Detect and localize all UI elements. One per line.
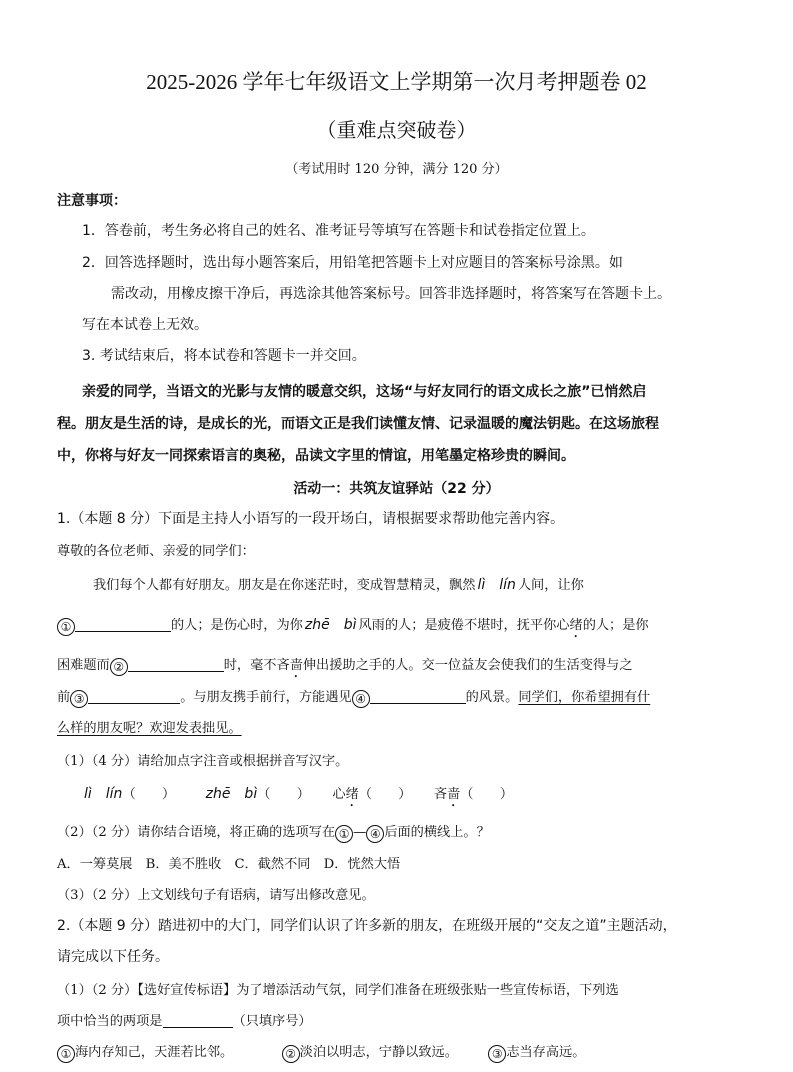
word-linse: 吝 [433,787,448,802]
answer-blank-2[interactable] [128,657,224,672]
choice-marker-3: ③ [488,1045,506,1063]
notes-item-1: 1．答卷前，考生务必将自己的姓名、准考证号等填写在答题卡和试卷指定位置上。 [82,223,595,239]
activity-1-heading: 活动一：共筑友谊驿站（22 分） [293,481,500,497]
blank-marker-4: ④ [352,690,370,708]
dotted-char: 啬 [289,658,303,673]
q2-stem-a: 2.（本题 9 分）踏进初中的大门，同学们认识了许多新的朋友，在班级开展的“交友之道”主题活动， [57,918,677,934]
q1-sub3: （3）（2 分）上文划线句子有语病，请写出修改意见。 [57,888,375,903]
choice-3: 志当存高远。 [506,1045,586,1060]
pinyin-lilin: lì lín [477,577,516,593]
passage-text: 我们每个人都有好朋友。朋友是在你迷茫时，变成智慧精灵，飘然 [93,578,476,593]
q1-sub2 [57,821,490,843]
dotted-char: 啬 [447,787,461,802]
passage-text: 风雨的人；是疲倦不堪时，抚平你心 [358,618,570,633]
blank-marker-3: ③ [70,690,88,708]
q1-options: A．一筹莫展 B．美不胜收 C．截然不同 D．恍然大悟 [57,857,401,872]
q2-stem-b: 请完成以下任务。 [57,949,169,965]
dotted-char: 绪 [345,787,359,802]
sub2-text: （2）（2 分）请你结合语境，将正确的选项写在 [57,825,336,840]
notes-item-2a: 2．回答选择题时，选出每小题答案后，用铅笔把答题卡上对应题目的答案标号涂黑。如 [82,255,623,271]
q1-greeting: 尊敬的各位老师、亲爱的同学们： [57,544,255,559]
choice-1: 海内存知己，天涯若比邻。 [75,1045,234,1060]
passage-text: 的风景。 [465,690,519,705]
blank-marker-1: ① [57,618,75,636]
word-xinxu: 心 [332,787,346,802]
intro-line-3: 中，你将与好友一同探索语言的奥秘，品读文字里的情谊，用笔墨定格珍贵的瞬间。 [57,448,575,464]
page-subtitle: （重难点突破卷） [316,118,477,142]
passage-text: 人间，让你 [517,578,584,593]
passage-text: 困难题而 [57,658,110,673]
passage-text: 的人；是你 [582,618,649,633]
blank-marker-2: ② [110,658,128,676]
answer-paren-a[interactable]: （ ） [122,787,176,802]
answer-blank-1[interactable] [75,617,171,632]
q1-passage-line-3 [57,654,633,681]
answer-paren-d[interactable]: （ ） [460,787,514,802]
q2-sub1-b [57,1010,312,1029]
sub1-text: （只填序号） [232,1014,312,1029]
answer-paren-c[interactable]: （ ） [358,787,412,802]
underlined-sentence: 么样的朋友呢？欢迎发表拙见。 [57,721,242,736]
answer-blank-4[interactable] [370,689,466,704]
notes-item-2c: 写在本试卷上无效。 [82,317,208,333]
choice-marker-2: ② [282,1045,300,1063]
dash: — [353,825,367,840]
passage-text: 时，毫不吝 [223,658,290,673]
q1-passage-line-5 [57,717,242,736]
intro-line-1: 亲爱的同学，当语文的光影与友情的暖意交织，这场“与好友同行的语文成长之旅”已悄然启 [82,384,647,400]
notes-item-2b: 需改动，用橡皮擦干净后，再选涂其他答案标号。回答非选择题时，将答案写在答题卡上。 [111,286,671,302]
choice-2: 淡泊以明志，宁静以致远。 [299,1045,458,1060]
sub2-text: 后面的横线上。？ [384,825,490,840]
q1-passage-line-1 [93,574,584,594]
notes-item-3: 3. 考试结束后，将本试卷和答题卡一并交回。 [82,348,366,364]
q1-stem: 1.（本题 8 分）下面是主持人小语写的一段开场白，请根据要求帮助他完善内容。 [57,511,565,527]
q2-choices [57,1041,585,1063]
answer-blank-q2[interactable] [163,1013,233,1028]
q1-sub1-items [84,783,513,810]
passage-text: 前 [57,690,71,705]
exam-info: （考试用时 120 分钟，满分 120 分） [285,162,508,177]
blank-marker-4: ④ [366,825,384,843]
pinyin-lilin: lì lín [84,786,123,802]
pinyin-zhebi: zhē bì [304,617,357,633]
sub1-text: 项中恰当的两项是 [57,1014,163,1029]
dotted-char: 绪 [569,618,583,633]
q2-sub1-a: （1）（2 分）【选好宣传标语】为了增添活动气氛，同学们准备在班级张贴一些宣传标语，下列选 [57,983,619,998]
blank-marker-1: ① [335,825,353,843]
pinyin-zhebi: zhē bì [205,786,258,802]
passage-text: 的人；是伤心时，为你 [171,618,303,633]
passage-text: 伸出援助之手的人。交一位益友会使我们的生活变得与之 [302,658,633,673]
q1-passage-line-4 [57,686,650,708]
page-title: 2025-2026 学年七年级语文上学期第一次月考押题卷 02 [146,70,647,94]
notes-heading: 注意事项： [57,193,127,209]
q1-passage-line-2 [57,614,649,641]
answer-blank-3[interactable] [88,689,180,704]
answer-paren-b[interactable]: （ ） [257,787,310,802]
underlined-sentence: 同学们，你希望拥有什 [518,690,651,705]
q1-sub1: （1）（4 分）请给加点字注音或根据拼音写汉字。 [57,754,349,769]
choice-marker-1: ① [57,1045,75,1063]
intro-line-2: 程。朋友是生活的诗，是成长的光，而语文正是我们读懂友情、记录温暖的魔法钥匙。在这场旅程 [57,416,659,432]
passage-text: 。与朋友携手前行，方能遇见 [180,690,352,705]
